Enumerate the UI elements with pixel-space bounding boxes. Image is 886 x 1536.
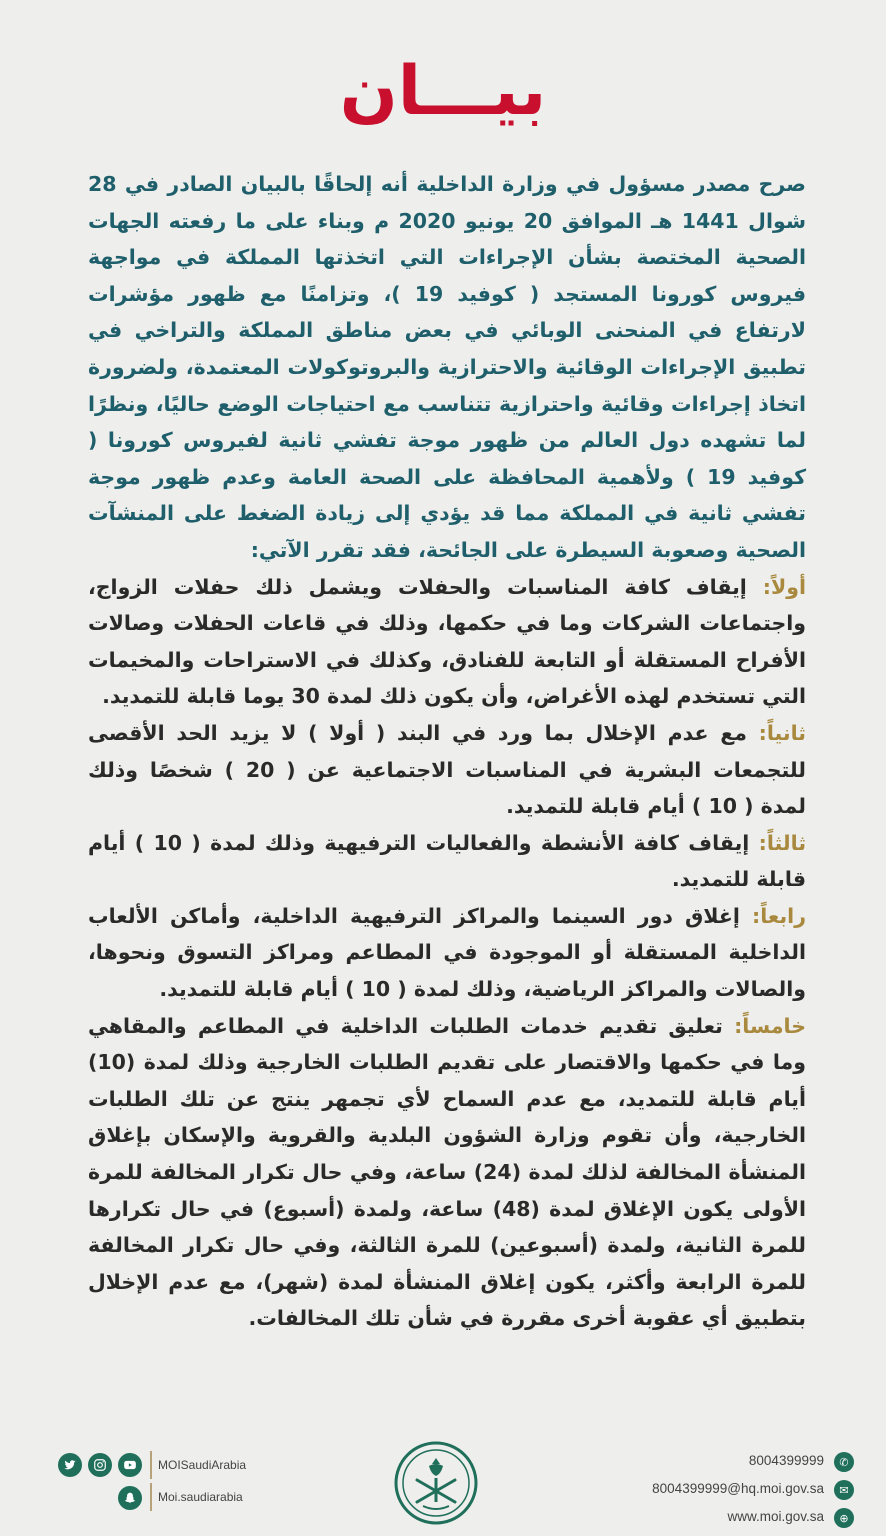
clause-text: تعليق تقديم خدمات الطلبات الداخلية في المطاعم والمقاهي وما في حكمها والاقتصار على تقديم الطلبات الخارجية وذلك لمدة (10) أيام قابلة للتمديد، مع عدم السماح لأي تجمهر ينتج عن تلك الطلبات الخارجية، وأن تقوم وزارة الشؤون البلدية والقروية والإسكان بإغلاق المنشأة المخالفة لذلك لمدة (24) ساعة، وفي حال تكرار المخالفة للمرة الأولى يكون الإغلاق لمدة (48) ساعة، ولمدة (أسبوع) في حال تكرارها للمرة الثانية، ولمدة (أسبوعين) للمرة الثالثة، وفي حال تكرار المخالفة للمرة الرابعة وأكثر، يكون إغلاق المنشأة لمدة (شهر)، مع عدم الإخلال بتطبيق أي عقوبة أخرى مقررة في شأن تلك المخالفات.	[88, 1013, 807, 1331]
social-handle[interactable]: MOISaudiArabia	[158, 1458, 247, 1472]
email-address[interactable]: 8004399999@hq.moi.gov.sa	[652, 1481, 824, 1496]
social-handle-2[interactable]: Moi.saudiarabia	[158, 1490, 243, 1504]
email-icon: ✉	[834, 1480, 854, 1500]
clause-text: إيقاف كافة المناسبات والحفلات ويشمل ذلك حفلات الزواج، واجتماعات الشركات وما في حكمها، وذلك في قاعات الحفلات وصالات الأفراح المستقلة أو التابعة للفنادق، وكذلك في الاستراحات والمخيمات التي تستخدم لهذه الأغراض، وأن يكون ذلك لمدة 30 يوما قابلة للتمديد.	[88, 574, 806, 709]
clause-3	[88, 825, 806, 898]
statement-body	[88, 166, 806, 1337]
divider-2	[150, 1483, 152, 1511]
statement-title: بيـــان	[339, 52, 547, 131]
instagram-icon[interactable]	[88, 1453, 112, 1477]
clause-2	[88, 715, 806, 825]
clause-5	[88, 1008, 806, 1337]
social-icons-row	[58, 1453, 142, 1477]
clause-label: أولاً:	[762, 574, 806, 599]
footer	[0, 1430, 886, 1536]
clause-text: إيقاف كافة الأنشطة والفعاليات الترفيهية وذلك لمدة ( 10 ) أيام قابلة للتمديد.	[88, 830, 806, 892]
phone-icon: ✆	[834, 1452, 854, 1472]
clause-label: ثالثاً:	[758, 830, 807, 855]
globe-icon: ⊕	[834, 1508, 854, 1528]
clause-1	[88, 569, 806, 715]
clause-label: خامساً:	[734, 1013, 806, 1038]
intro-paragraph: صرح مصدر مسؤول في وزارة الداخلية أنه إلحاقًا بالبيان الصادر في 28 شوال 1441 هـ الموافق 20 يونيو 2020 م وبناء على ما رفعته الجهات الصحية المختصة بشأن الإجراءات التي اتخذتها المملكة في مواجهة فيروس كورونا المستجد ( كوفيد 19 )، وتزامنًا مع ظهور مؤشرات لارتفاع في المنحنى الوبائي في بعض مناطق المملكة والتراخي في تطبيق الإجراءات الوقائية والاحترازية والبروتوكولات المعتمدة، ولضرورة اتخاذ إجراءات وقائية واحترازية تتناسب مع احتياجات الوضع حاليًا، ونظرًا لما تشهده دول العالم من ظهور موجة تفشي ثانية لفيروس كورونا ( كوفيد 19 ) ولأهمية المحافظة على الصحة العامة وعدم ظهور موجة تفشي ثانية في المملكة مما قد يؤدي إلى زيادة الضغط على المنشآت الصحية وصعوبة السيطرة على الجائحة، فقد تقرر الآتي:	[88, 172, 806, 562]
ministry-crest-icon	[393, 1440, 479, 1526]
clause-4	[88, 898, 806, 1008]
divider	[150, 1451, 152, 1479]
twitter-icon[interactable]	[58, 1453, 82, 1477]
youtube-icon[interactable]	[118, 1453, 142, 1477]
clause-text: إغلاق دور السينما والمراكز الترفيهية الداخلية، وأماكن الألعاب الداخلية المستقلة أو الموجودة في المطاعم ومراكز التسوق ونحوها، والصالات والمراكز الرياضية، وذلك لمدة ( 10 ) أيام قابلة للتمديد.	[88, 903, 806, 1002]
clause-label: ثانياً:	[758, 720, 806, 745]
phone-number[interactable]: 8004399999	[748, 1453, 824, 1468]
snapchat-icon[interactable]	[118, 1486, 142, 1510]
social-icons-row-2	[118, 1486, 142, 1510]
website-link[interactable]: www.moi.gov.sa	[727, 1509, 824, 1524]
clause-label: رابعاً:	[752, 903, 806, 928]
clause-text: مع عدم الإخلال بما ورد في البند ( أولا ) لا يزيد الحد الأقصى للتجمعات البشرية في المناسبات الاجتماعية عن ( 20 ) شخصًا وذلك لمدة ( 10 ) أيام قابلة للتمديد.	[88, 720, 806, 819]
